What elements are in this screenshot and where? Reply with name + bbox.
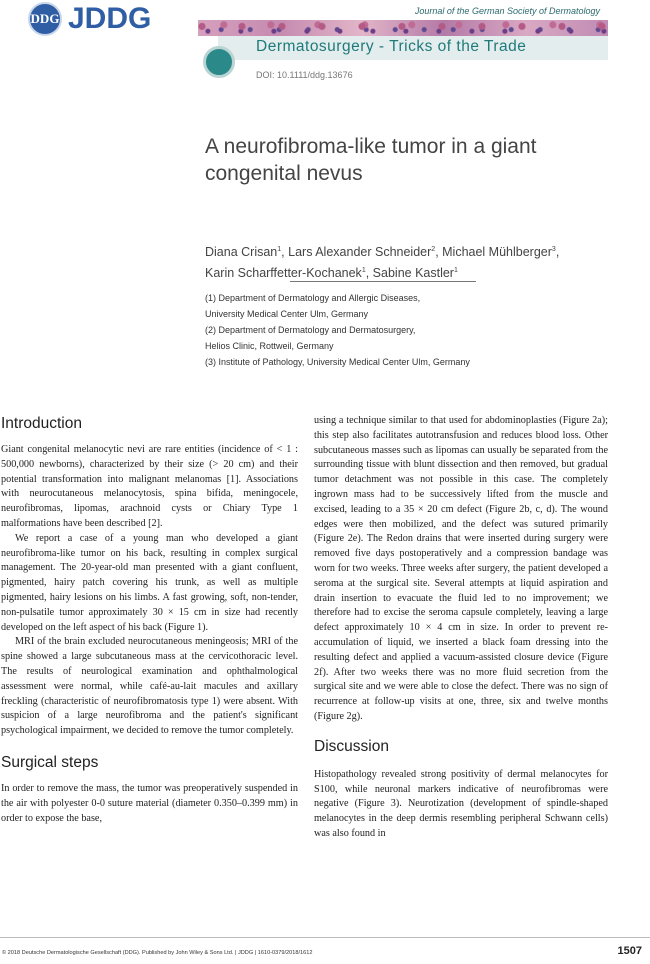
- author-name: Michael Mühlberger: [442, 245, 552, 260]
- doi: DOI: 10.1111/ddg.13676: [256, 70, 353, 80]
- author-affiliation-mark: 1: [277, 246, 282, 253]
- author-line-2: [205, 262, 615, 283]
- affiliation-divider: [290, 281, 476, 282]
- section-title: Dermatosurgery - Tricks of the Trade: [256, 38, 527, 55]
- discussion-heading: Discussion: [314, 737, 389, 755]
- logo-text: JDDG: [68, 2, 152, 35]
- author-name: Karin Scharffetter-Kochanek: [205, 265, 362, 280]
- title-line-1: A neurofibroma-like tumor in a giant: [205, 135, 537, 158]
- introduction-heading: Introduction: [1, 415, 82, 432]
- title-line-2: congenital nevus: [205, 162, 363, 185]
- author-affiliation-mark: 2: [431, 246, 436, 253]
- author-name: Sabine Kastler: [372, 265, 454, 280]
- author-affiliation-mark: 1: [361, 266, 366, 274]
- intro-paragraph-2: We report a case of a young man who developed a giant neurofibroma-like tumor on his back, resulting in complex surgical management. The 20-year-old man presented with a giant confluent, pigmented, hairy patch covering his trunk, as well as multiple pigmented, hairy lesions on his limbs. A fast growing, soft, non-tender, non-pulsatile tumor approximately 30 × 15 cm in size had recently developed on the left aspect of his back (Figure 1).: [1, 532, 298, 633]
- author-name: Lars Alexander Schneider: [288, 245, 432, 260]
- histology-banner-image: [198, 20, 608, 36]
- author-name: Diana Crisan: [205, 245, 278, 260]
- logo-mark: DDG: [30, 11, 60, 26]
- author-separator: ,: [365, 265, 373, 280]
- page-number: 1507: [617, 945, 642, 957]
- journal-logo: [28, 2, 151, 36]
- footer-copyright: © 2018 Deutsche Dermatologische Gesellschaft (DDG). Published by John Wiley & Sons Ltd. | JDDG | 1610-0379/2018/1612: [2, 950, 313, 956]
- right-column: [314, 414, 608, 842]
- surgical-steps-heading: Surgical steps: [1, 753, 99, 771]
- section-circle-icon: [203, 46, 235, 78]
- left-column: [1, 414, 298, 826]
- surgical-paragraph-2: using a technique similar to that used for abdominoplasties (Figure 2a); this step also facilitates autotransfusion and reduces blood loss. Other subcutaneous masses such as lipomas can usually be separated from the surrounding tissue with blunt dissection and then removed, but gradual tumor detachment was not possible in this case. The completely ingrown mass had to be successively lifted from the muscle and excised, leading to a 35 × 20 cm defect (Figure 2b, c, d). The wound edges were then mobilized, and the defect was sutured primarily (Figure 2e). The Redon drains that were inserted during surgery were removed five days postoperatively and a compression bandage was worn for two weeks. Three weeks after surgery, the patient developed a seroma at the surgical site. Several attempts at liquid aspiration and drain insertion to evacuate the fluid led to no improvement; we therefore had to excise the seroma capsule completely, leaving a large defect approximately 10 × 4 cm in size. In order to prevent re-accumulation of liquid, we inserted a black foam dressing into the resulting defect and applied a vacuum-assisted closure device (Figure 2f). After two weeks there was no more fluid secretion from the surgical site and we were able to close the defect. There was no sign of recurrence at follow-up visits at one, three, six and twelve months (Figure 2g).: [314, 415, 608, 722]
- surgical-paragraph-1: In order to remove the mass, the tumor was preoperatively suspended in the air with polyester 0-0 suture material (diameter 0.350–0.399 mm) in order to expose the base,: [1, 782, 298, 824]
- author-separator: ,: [281, 245, 289, 260]
- affiliation-line: (1) Department of Dermatology and Allergic Diseases,: [205, 293, 421, 303]
- author-list: [205, 241, 615, 282]
- ddg-logo-icon: [28, 2, 62, 36]
- affiliation-line: Helios Clinic, Rottweil, Germany: [205, 341, 334, 351]
- journal-name: Journal of the German Society of Dermatology: [414, 6, 600, 16]
- author-affiliation-mark: 3: [551, 246, 556, 253]
- author-affiliation-mark: 1: [453, 266, 458, 274]
- author-line-1: [205, 241, 615, 262]
- affiliation-line: (3) Institute of Pathology, University Medical Center Ulm, Germany: [205, 357, 470, 367]
- affiliations: [205, 290, 625, 370]
- footer-divider: [0, 937, 650, 938]
- discussion-paragraph-1: Histopathology revealed strong positivity of dermal melanocytes for S100, while neuronal markers indicative of neurofibromas were negative (Figure 3). Neurotization (development of spindle-shaped melanocytes in the deep dermis resembling peripheral Schwann cells) was also found in: [314, 768, 608, 839]
- article-title: [205, 133, 615, 187]
- author-separator: ,: [555, 245, 560, 260]
- affiliation-line: (2) Department of Dermatology and Dermatosurgery,: [205, 325, 416, 335]
- intro-paragraph-1: Giant congenital melanocytic nevi are rare entities (incidence of < 1 : 500,000 newborns), characterized by their size (> 20 cm) and their potential transformation into malignant melanomas [1]. Associations with neurocutaneous melanocytosis, spina bifida, meningocele, neurofibromas, lipomas, arachnoid cysts or Chiary Type 1 malformations have been described [2].: [1, 444, 298, 529]
- intro-paragraph-3: MRI of the brain excluded neurocutaneous meningeosis; MRI of the spine showed a large subcutaneous mass at the cervicothoracic level. The results of neurological examination and ophthalmological assessment were normal, while café-au-lait macules and axillary freckling (characteristic of neurofibromatosis type 1) were absent. With suspicion of a large neurofibroma and the patient's significant psychological impairment, we decided to remove the tumor completely.: [1, 636, 298, 737]
- affiliation-line: University Medical Center Ulm, Germany: [205, 309, 369, 319]
- author-separator: ,: [435, 245, 443, 260]
